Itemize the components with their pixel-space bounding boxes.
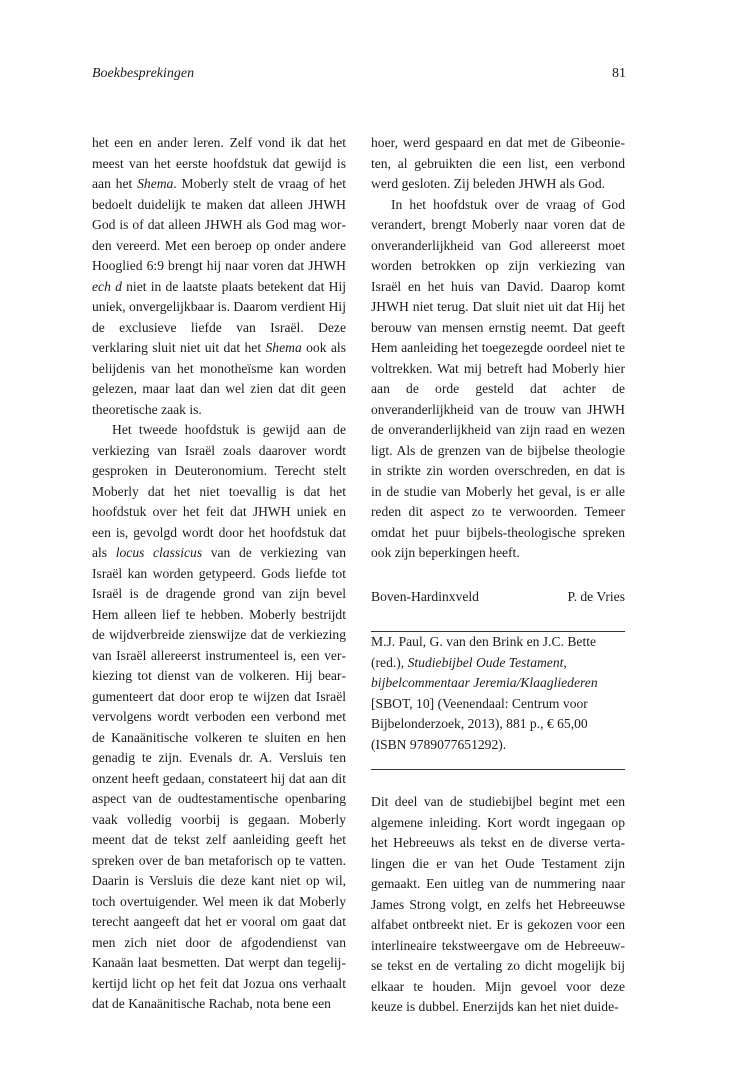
signature-place: Boven-Hardinxveld [371,588,479,604]
text-run: niet in de laatste plaats betekent dat Hij uniek, onvergelijkbaar is. Daarom verdient Hij de exclusieve liefde van Israël. Deze verklaring sluit niet uit dat het [92,278,346,355]
emphasis-echad: ech d [92,278,122,294]
divider-bottom [371,769,625,770]
book-title: Studiebijbel Oude Testament, bijbelcommentaar Jeremia/Klaagliederen [371,654,598,690]
text-run: M.J. Paul, G. van den Brink en J.C. Bette (red.), [371,634,597,670]
text-run: ook als belijdenis van het monotheïsme kan worden gelezen, maar laat dan wel zien dat dit geen theoretische zaak is. [92,340,346,417]
paragraph-onveranderlijkheid: In het hoofdstuk over de vraag of God verandert, brengt Moberly naar voren dat de onveranderlijkheid van God allereerst moet worden betrokken op zijn verkiezing van Israël en het huis van David. Daarop komt JHWH niet terug. Dat sluit niet uit dat Hij het berouw van mensen ernstig neemt. Dat geeft Hem aanleiding het toegezegde oordeel niet te voltrekken. Wat mij betreft had Moberly hier aan de orde gesteld dat achter de onveranderlijkheid van de trouw van JHWH de onveranderlijkheid van zijn raad en wezen ligt. Als de grenzen van de bijbelse theologie in strikte zin worden overschreden, en dat is in de studie van Moberly het geval, is er alle reden dit aspect zo te verwoorden. Temeer omdat het puur bijbels-theologische spreken ook zijn beperkingen heeft. [371,196,625,560]
text-run: Het tweede hoofdstuk is gewijd aan de verkiezing van Israël zoals daarover wordt gesproken in Deuteronomium. Terecht stelt Moberly dat het niet toevallig is dat het hoofdstuk over het feit dat JHWH uniek en een is, gevolgd wordt door het hoofdstuk dat als [92,422,346,560]
text-run: van de verkiezing van Israël kan worden getypeerd. Gods liefde tot Israël is de dragende grond van zijn bevel Hem alleen lief te hebben. Moberly bestrijdt de wijdverbreide zienswijze dat de verkiezing van Israël allereerst instrumenteel is, een verkiezing tot dienst van de volkeren. Hij beargumenteert dat door erop te wijzen dat Israël vervolgens wordt verboden een verbond met de Kanaänitische volkeren te sluiten en hen genadig te zijn. Evenals dr. A. Versluis ten onzent heeft gedaan, constateert hij dat aan dit aspect van de oudtestamentische openbaring vaak volledig voorbij is gegaan. Moberly meent dat de tekst zelf aanleiding geeft het spreken over de ban metaforisch op te vatten. Daarin is Versluis die deze kant niet op wil, toch overtuigender. Wel meen ik dat Moberly terecht aangeeft dat het er vooral om gaat dat men zich niet door de afgodendienst van Kanaän laat besmetten. Dat werpt dan tegelijkertijd licht op het feit dat Jozua ons verhaalt dat de Kanaänitische Rachab, nota bene een [92,545,346,1011]
paragraph-continued: hoer, werd gespaard en dat met de Gibeonieten, al gebruikten die een list, een verbond werd gesloten. Zij beleden JHWH als God. [371,135,625,191]
text-run: het een en ander leren. Zelf vond ik dat het meest van het eerste hoofdstuk dat gewijd is aan het [92,135,346,191]
left-column [92,133,346,1015]
section-title: Boekbesprekingen [92,66,195,81]
book-reference [371,632,625,755]
running-head [92,64,626,84]
paragraph-studiebijbel: Dit deel van de studiebijbel begint met een algemene inleiding. Kort wordt ingegaan op het Hebreeuws als tekst en de diverse vertalingen die er van het Oude Testament zijn gemaakt. Een uitleg van de nummering naar James Strong volgt, en zelfs het Hebreeuwse alfabet ontbreekt niet. Er is gekozen voor een interlineaire tekstweergave om de Hebreeuwse tekst en de vertaling zo dicht mogelijk bij elkaar te houden. Mijn gevoel voor deze keuze is dubbel. Enerzijds kan het niet duide- [371,794,625,1014]
emphasis-shema: Shema [265,340,302,355]
page-number: 81 [612,66,626,81]
signature-author: P. de Vries [567,588,625,604]
paragraph-verkiezing [92,420,346,1015]
emphasis-locus-classicus: locus classicus [115,545,203,560]
paragraph-shema [92,133,346,420]
review-signature [371,587,625,608]
text-run: [SBOT, 10] (Veenendaal: Centrum voor Bijbelonderzoek, 2013), 881 p., € 65,00 (ISBN 9789077651292). [371,695,588,752]
text-run: . Moberly stelt de vraag of het bedoelt duidelijk te maken dat alleen JHWH God is of dat alleen JHWH als God mag worden vereerd. Met een beroep op onder andere Hooglied 6:9 brengt hij naar voren dat JHWH [92,176,346,273]
emphasis-shema: Shema [137,176,174,191]
right-column [371,133,625,1018]
